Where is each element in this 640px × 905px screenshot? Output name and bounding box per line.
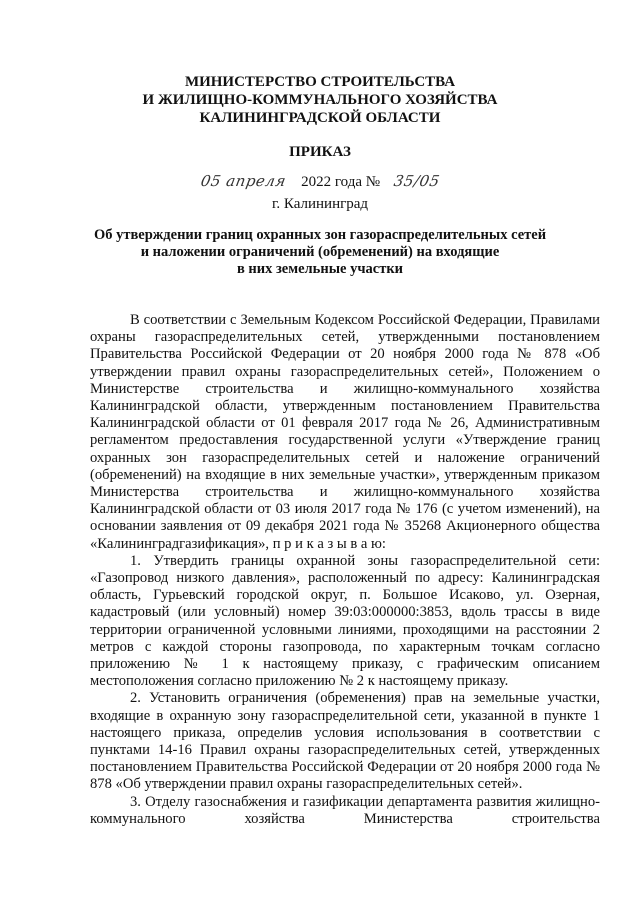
city-line: г. Калининград <box>271 196 369 212</box>
ministry-header <box>0 73 640 127</box>
ministry-line: И ЖИЛИЩНО-КОММУНАЛЬНОГО ХОЗЯЙСТВА <box>142 92 498 108</box>
clause-3-paragraph: 3. Отделу газоснабжения и газификации департамента развития жилищно-коммунального хозяйства Министерства строительства <box>90 793 600 827</box>
subject-line: Об утверждении границ охранных зон газораспределительных сетей <box>93 227 547 243</box>
ministry-line: КАЛИНИНГРАДСКОЙ ОБЛАСТИ <box>199 110 441 126</box>
handwritten-number: 35/05 <box>391 172 441 190</box>
clause-1-paragraph: 1. Утвердить границы охранной зоны газораспределительной сети: «Газопровод низкого давления», расположенный по адресу: Калининградская область, Гурьевский городской округ, п. Большое Исаково, ул. Озерная, кадастровый (или условный) номер 39:03:000000:3853, вдоль трассы в виде территории ограниченной условными линиями, проходящими на расстоянии 2 метров с каждой стороны газопровода, по характерным точкам согласно приложению № 1 к настоящему приказу, с графическим описанием местоположения согласно приложению № 2 к настоящему приказу. <box>90 552 600 690</box>
clause-2-paragraph: 2. Установить ограничения (обременения) прав на земельные участки, входящие в охранную зону газораспределительной сети, указанной в пункте 1 настоящего приказа, определив условия использования в соответствии с пунктами 14-16 Правил охраны газораспределительных сетей, утвержденных постановлением Правительства Российской Федерации от 20 ноября 2000 года № 878 «Об утверждении правил охраны газораспределительных сетей». <box>90 690 600 793</box>
ministry-line: МИНИСТЕРСТВО СТРОИТЕЛЬСТВА <box>184 74 456 90</box>
handwritten-date: 05 апреля <box>199 172 288 190</box>
order-subject <box>0 227 640 278</box>
printed-year: 2022 года № <box>301 174 381 190</box>
order-body <box>90 312 600 828</box>
date-number-line <box>0 172 640 194</box>
preamble-paragraph: В соответствии с Земельным Кодексом Российской Федерации, Правилами охраны газораспределительных сетей, утвержденными постановлением Правительства Российской Федерации от 20 ноября 2000 года № 878 «Об утверждении правил охраны газораспределительных сетей», Положением о Министерстве строительства и жилищно-коммунального хозяйства Калининградской области, утвержденным постановлением Правительства Калининградской области от 01 февраля 2017 года № 26, Административным регламентом предоставления государственной услуги «Утверждение границ охранных зон газораспределительных сетей и наложение ограничений (обременений) на входящие в них земельные участки», утвержденным приказом Министерства строительства и жилищно-коммунального хозяйства Калининградской области от 03 июля 2017 года № 176 (с учетом изменений), на основании заявления от 09 декабря 2021 года № 35268 Акционерного общества «Калининградгазификация», п р и к а з ы в а ю: <box>90 312 600 552</box>
subject-line: и наложении ограничений (обременений) на входящие <box>140 244 500 260</box>
subject-line: в них земельные участки <box>236 261 404 277</box>
doc-type-title: ПРИКАЗ <box>289 144 351 160</box>
